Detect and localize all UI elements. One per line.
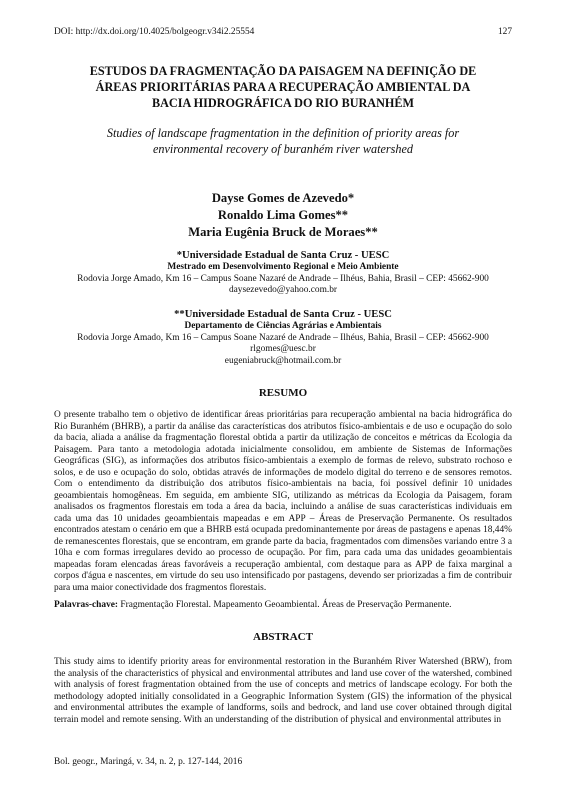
keywords-label: Palavras-chave: bbox=[54, 600, 119, 610]
page-header bbox=[54, 27, 512, 37]
subtitle-line: Studies of landscape fragmentation in the definition of priority areas for bbox=[106, 126, 460, 140]
subtitle-line: environmental recovery of buranhém river watershed bbox=[152, 142, 414, 156]
email-link[interactable]: eugeniabruck@hotmail.com.br bbox=[224, 355, 342, 366]
address-text: Rodovia Jorge Amado, Km 16 – Campus Soane Nazaré de Andrade – Ilhéus, Bahia, Brasil – CEP: 45662-900 bbox=[77, 273, 489, 284]
keywords-text: Fragmentação Florestal. Mapeamento Geoambiental. Áreas de Preservação Permanente. bbox=[120, 600, 452, 610]
author-name: Maria Eugênia Bruck de Moraes** bbox=[188, 225, 378, 239]
title-portuguese bbox=[40, 63, 526, 111]
affiliation-block bbox=[40, 249, 526, 297]
author-name: Ronaldo Lima Gomes** bbox=[217, 208, 349, 222]
department-name: Mestrado em Desenvolvimento Regional e Meio Ambiente bbox=[167, 262, 399, 272]
abstract-heading: ABSTRACT bbox=[253, 631, 313, 643]
email-link[interactable]: daysezevedo@yahoo.com.br bbox=[228, 285, 338, 296]
page-number: 127 bbox=[497, 27, 512, 37]
author-list bbox=[0, 190, 566, 241]
abstract-text: This study aims to identify priority areas for environmental restoration in the Buranhém River Watershed (BRW), from the analysis of the characteristics of physical and environmental attributes and land use cover of the watershed, combined with analysis of forest fragmentation obtained from the use of concepts and metrics of landscape ecology. For both the methodology adopted initially consolidated in a Geographic Information System (GIS) the information of the physical and environmental attributes the example of landforms, soils and bedrock, and land use cover obtained through digital terrain model and remote sensing. With an understanding of the distribution of physical and environmental attributes in bbox=[54, 657, 512, 725]
doi-text[interactable]: DOI: http://dx.doi.org/10.4025/bolgeogr.v34i2.25554 bbox=[54, 27, 255, 37]
title-line: ESTUDOS DA FRAGMENTAÇÃO DA PAISAGEM NA DEFINIÇÃO DE bbox=[89, 64, 477, 78]
title-line: ÁREAS PRIORITÁRIAS PARA A RECUPERAÇÃO AMBIENTAL DA bbox=[95, 80, 471, 94]
email-link[interactable]: rlgomes@uesc.br bbox=[250, 344, 316, 355]
page-footer: Bol. geogr., Maringá, v. 34, n. 2, p. 127-144, 2016 bbox=[54, 757, 243, 767]
affiliation-block bbox=[40, 308, 526, 367]
department-name: Departamento de Ciências Agrárias e Ambientais bbox=[184, 321, 382, 331]
resumo-heading: RESUMO bbox=[258, 387, 308, 399]
author-name: Dayse Gomes de Azevedo* bbox=[211, 191, 355, 205]
resumo-text: O presente trabalho tem o objetivo de identificar áreas prioritárias para recuperação ambiental na bacia hidrográfica do Rio Buranhém (BHRB), a partir da análise das características dos atributos físico-ambientais e de uso e ocupação do solo da bacia, aliada a análise da fragmentação florestal obtida a partir da utilização de conceitos e métricas da Ecologia da Paisagem. Para tanto a metodologia adotada inicialmente consolidou, em ambiente de Sistemas de Informações Geográficas (SIG), as informações dos atributos físico-ambientais a exemplo de formas de relevo, substrato rochoso e solos, e de uso e ocupação do solo, obtidas através de informações de modelo digital do terreno e de sensores remotos. Com o entendimento da distribuição dos atributos físico-ambientais na bacia, foi possível definir 10 unidades geoambientais homogêneas. Em seguida, em ambiente SIG, utilizando as métricas da Ecologia da Paisagem, foram analisados os fragmentos florestais em toda a área da bacia, incluindo a análise de suas características individuais em cada uma das 10 unidades geoambientais mapeadas e em APP – Áreas de Preservação Permanente. Os resultados encontrados atestam o cenário em que a BHRB está ocupada predominantemente por áreas de pastagens e apenas 18,44% de remanescentes florestais, que se encontram, em grande parte da bacia, fragmentados com dimensões variando entre 3 a 10ha e com formas irregulares devido ao processo de ocupação. Por fim, para cada uma das unidades geoambientais mapeadas foram elencadas áreas favoráveis a recuperação ambiental, com destaque para as APP de faixa marginal a corpos d'água e nascentes, em virtude do seu uso intensificado por pastagens, devendo ser priorizadas a fim de contribuir para uma maior conectividade dos fragmentos florestais. bbox=[54, 410, 512, 593]
address-text: Rodovia Jorge Amado, Km 16 – Campus Soane Nazaré de Andrade – Ilhéus, Bahia, Brasil – CEP: 45662-900 bbox=[77, 332, 489, 343]
university-name: *Universidade Estadual de Santa Cruz - UESC bbox=[176, 250, 390, 261]
title-line: BACIA HIDROGRÁFICA DO RIO BURANHÉM bbox=[151, 96, 415, 110]
title-english bbox=[60, 125, 506, 157]
keywords bbox=[54, 600, 512, 612]
university-name: **Universidade Estadual de Santa Cruz - UESC bbox=[174, 309, 392, 320]
